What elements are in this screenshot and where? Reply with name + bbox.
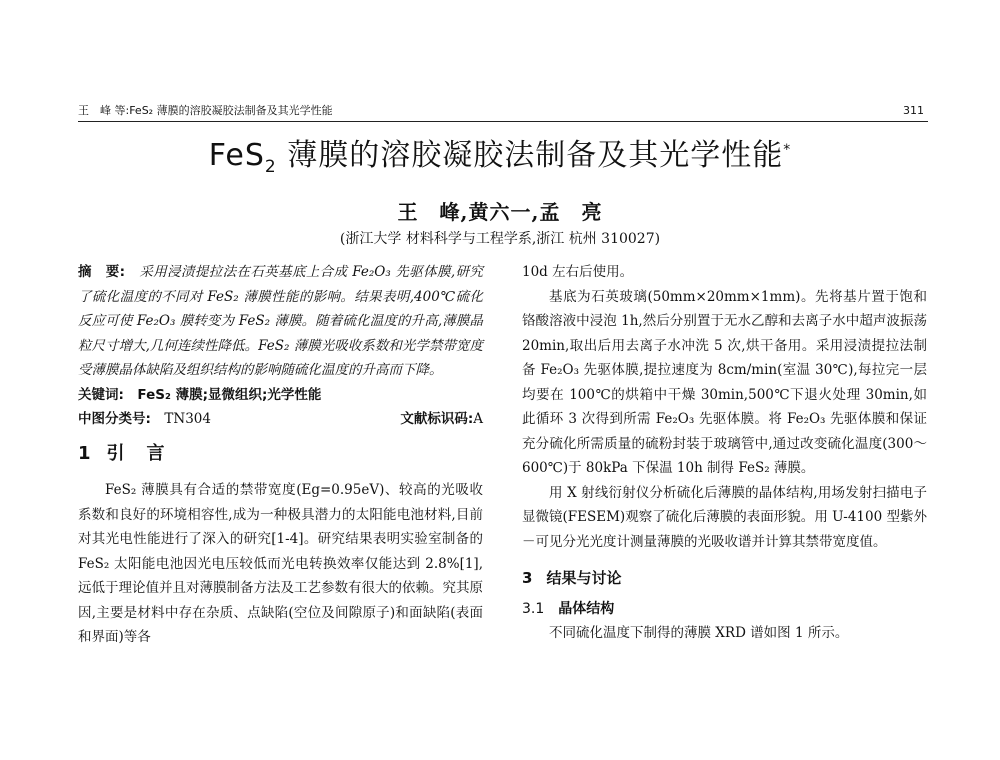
article-title — [0, 130, 1000, 187]
classification-line — [78, 407, 483, 432]
title-footnote-mark: * — [783, 142, 792, 158]
abstract — [78, 260, 483, 383]
title-rest: 薄膜的溶胶凝胶法制备及其光学性能 — [276, 138, 784, 173]
authors: 王 峰,黄六一,孟 亮 — [397, 200, 603, 224]
characterization-paragraph: 用 X 射线衍射仪分析硫化后薄膜的晶体结构,用场发射扫描电子显微镜(FESEM)观察了硫化后薄膜的表面形貌。用 U-4100 型紫外－可见分光光度计测量薄膜的光吸收谱并计算其禁带宽度值。 — [522, 484, 927, 550]
continuation-text: 10d 左右后使用。 — [522, 264, 634, 280]
clc-label: 中图分类号: — [78, 411, 151, 427]
title-subscript: 2 — [264, 157, 277, 177]
running-head-title: 王 峰 等:FeS₂ 薄膜的溶胶凝胶法制备及其光学性能 — [78, 104, 333, 117]
section-1-heading: 1 引 言 — [78, 442, 167, 464]
doc-code-label: 文献标识码: — [400, 411, 474, 427]
xrd-paragraph: 不同硫化温度下制得的薄膜 XRD 谱如图 1 所示。 — [549, 625, 849, 641]
affiliation: (浙江大学 材料科学与工程学系,浙江 杭州 310027) — [339, 231, 661, 247]
keywords-label: 关键词: — [78, 386, 124, 403]
clc-value: TN304 — [164, 411, 211, 427]
keywords-text: FeS₂ 薄膜;显微组织;光学性能 — [137, 386, 322, 403]
introduction-paragraph: FeS₂ 薄膜具有合适的禁带宽度(Eg=0.95eV)、较高的光吸收系数和良好的环境相容性,成为一种极具潜力的太阳能电池材料,目前对其光电性能进行了深入的研究[1-4]。研究结果表明实验室制备的 FeS₂ 太阳能电池因光电压较低而光电转换效率仅能达到 2.8%[1],远低于理论值并且对薄膜制备方法及工艺参数有很大的依赖。究其原因,主要是材料中存在杂质、点缺陷(空位及间隙原子)和面缺陷(表面和界面)等各 — [78, 482, 483, 645]
right-column — [522, 260, 927, 646]
page-number: 311 — [903, 104, 924, 117]
substrate-paragraph: 基底为石英玻璃(50mm×20mm×1mm)。先将基片置于饱和铬酸溶液中浸泡 1h,然后分别置于无水乙醇和去离子水中超声波振荡 20min,取出后用去离子水冲洗 5 次,烘干备用。采用浸渍提拉法制备 Fe₂O₃ 先驱体膜,提拉速度为 8cm/min(室温 30℃),每拉完一层均要在 100℃的烘箱中干燥 30min,500℃下退火处理 30min,如此循环 3 次得到所需 Fe₂O₃ 先驱体膜。将 Fe₂O₃ 先驱体膜和保证充分硫化所需质量的硫粉封装于玻璃管中,通过改变硫化温度(300～600℃)于 80kPa 下保温 10h 制得 FeS₂ 薄膜。 — [522, 288, 927, 476]
title-prefix: FeS — [208, 138, 265, 173]
section-3-heading: 3 结果与讨论 — [522, 569, 622, 587]
doc-code-value: A — [473, 411, 483, 427]
abstract-label: 摘 要: — [78, 264, 126, 280]
section-3-1-heading: 3.1 晶体结构 — [522, 600, 615, 617]
keywords — [78, 383, 483, 408]
running-head — [78, 103, 928, 122]
abstract-text: 采用浸渍提拉法在石英基底上合成 Fe₂O₃ 先驱体膜,研究了硫化温度的不同对 FeS₂ 薄膜性能的影响。结果表明,400℃硫化反应可使 Fe₂O₃ 膜转变为 FeS₂ 薄膜。随着硫化温度的升高,薄膜晶粒尺寸增大,几何连续性降低。FeS₂ 薄膜光吸收系数和光学禁带宽度受薄膜晶体缺陷及组织结构的影响随硫化温度的升高而下降。 — [78, 264, 483, 378]
left-column — [78, 260, 483, 650]
